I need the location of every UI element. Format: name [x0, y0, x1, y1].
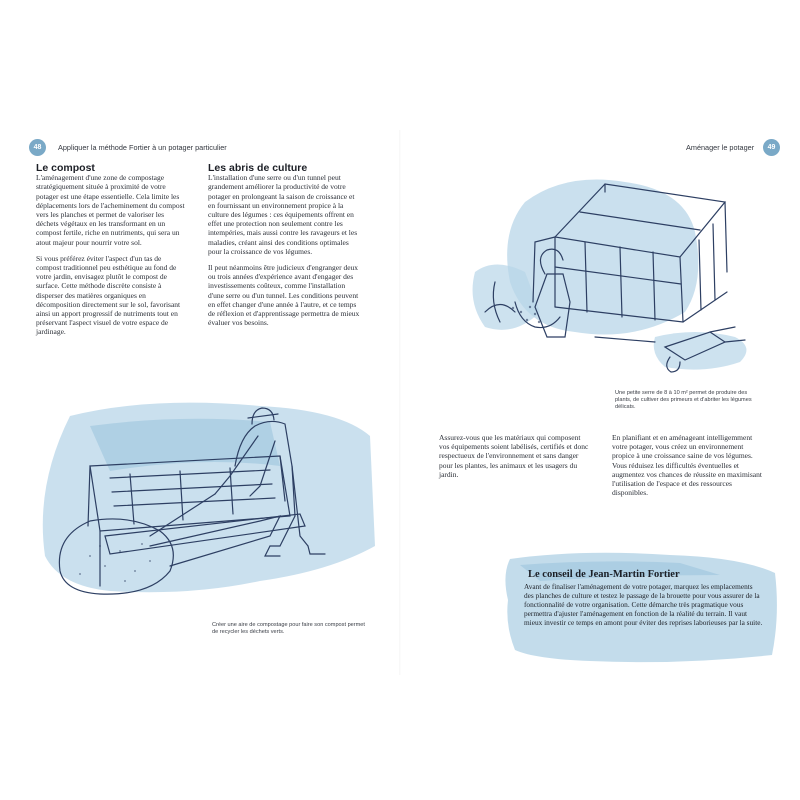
page-number-left: 48	[29, 139, 46, 156]
greenhouse-illustration	[455, 162, 765, 384]
compost-illustration	[30, 396, 380, 618]
abris-section	[208, 164, 362, 334]
materials-column	[439, 433, 589, 486]
running-head-right: Aménager le potager	[686, 143, 755, 152]
materials-paragraph: Assurez-vous que les matériaux qui composent vos équipements soient labélisés, certifiés et donc respectueux de l'environnement et sans danger pour les plantes, les animaux et les usagers du jardin.	[439, 433, 589, 479]
abris-heading: Les abris de culture	[208, 162, 308, 174]
tip-title: Le conseil de Jean-Martin Fortier	[528, 569, 680, 580]
running-head-left: Appliquer la méthode Fortier à un potager particulier	[58, 143, 227, 152]
planning-column	[612, 433, 764, 504]
page-number-right: 49	[763, 139, 780, 156]
greenhouse-illustration-caption: Une petite serre de 8 à 10 m² permet de produire des plants, de cultiver des primeurs et d'abriter les légumes délicats.	[615, 390, 752, 410]
tip-body: Avant de finaliser l'aménagement de votre potager, marquez les emplacements des planches de culture et testez le passage de la brouette pour vous assurer de la fonctionnalité de votre organisation. Cette démarche très pragmatique vous permettra d'ajuster l'aménagement en fonction de la réalité du terrain. Il vaut mieux investir ce temps en amont pour éviter des reprises laborieuses par la suite.	[524, 582, 763, 627]
abris-paragraph-1: L'installation d'une serre ou d'un tunnel peut grandement améliorer la productivité de votre potager en prolongeant la saison de croissance et en fournissant un environnement propice à la culture des légumes : ces équipements offrent en effet une protection non seulement contre les intempéries, mais aussi contre les ravageurs et les maladies, créant ainsi des conditions optimales pour la croissance de vos légumes.	[208, 173, 358, 256]
compost-paragraph-1: L'aménagement d'une zone de compostage stratégiquement située à proximité de votre potager est une étape essentielle. Cela limite les déplacements lors de l'acheminement du compost vers les planches et permet de valoriser les déchets végétaux en les transformant en un compost fertile, riche en nutriments, qui sera un atout majeur pour nourrir votre sol.	[36, 173, 185, 247]
planning-paragraph: En planifiant et en aménageant intelligemment votre potager, vous créez un environnement propice à une croissance saine de vos légumes. Vous réduisez les difficultés éventuelles et augmentez vos chances de réussite en maximisant l'utilisation de l'espace et des ressources disponibles.	[612, 433, 762, 498]
compost-heading: Le compost	[36, 162, 95, 174]
abris-paragraph-2: Il peut néanmoins être judicieux d'engranger deux ou trois années d'expérience avant d'engager des investissements coûteux, comme l'installation d'une serre ou d'un tunnel. Les conditions peuvent en effet changer d'une année à l'autre, et ce temps de réflexion et d'apprentissage permettra de mieux évaluer vos besoins.	[208, 263, 360, 328]
compost-paragraph-2: Si vous préférez éviter l'aspect d'un tas de compost traditionnel peu esthétique au fond de votre jardin, envisagez plutôt le compost de surface. Cette méthode discrète consiste à disperser des matières organiques en décomposition directement sur le sol, favorisant ainsi un apport progressif de nutriments tout en préservant l'aspect visuel de votre espace de jardinage.	[36, 253, 181, 337]
book-gutter	[399, 130, 401, 675]
compost-section	[36, 164, 186, 344]
compost-illustration-caption: Créer une aire de compostage pour faire son compost permet de recycler les déchets verts.	[212, 622, 365, 635]
tip-box	[480, 545, 780, 665]
